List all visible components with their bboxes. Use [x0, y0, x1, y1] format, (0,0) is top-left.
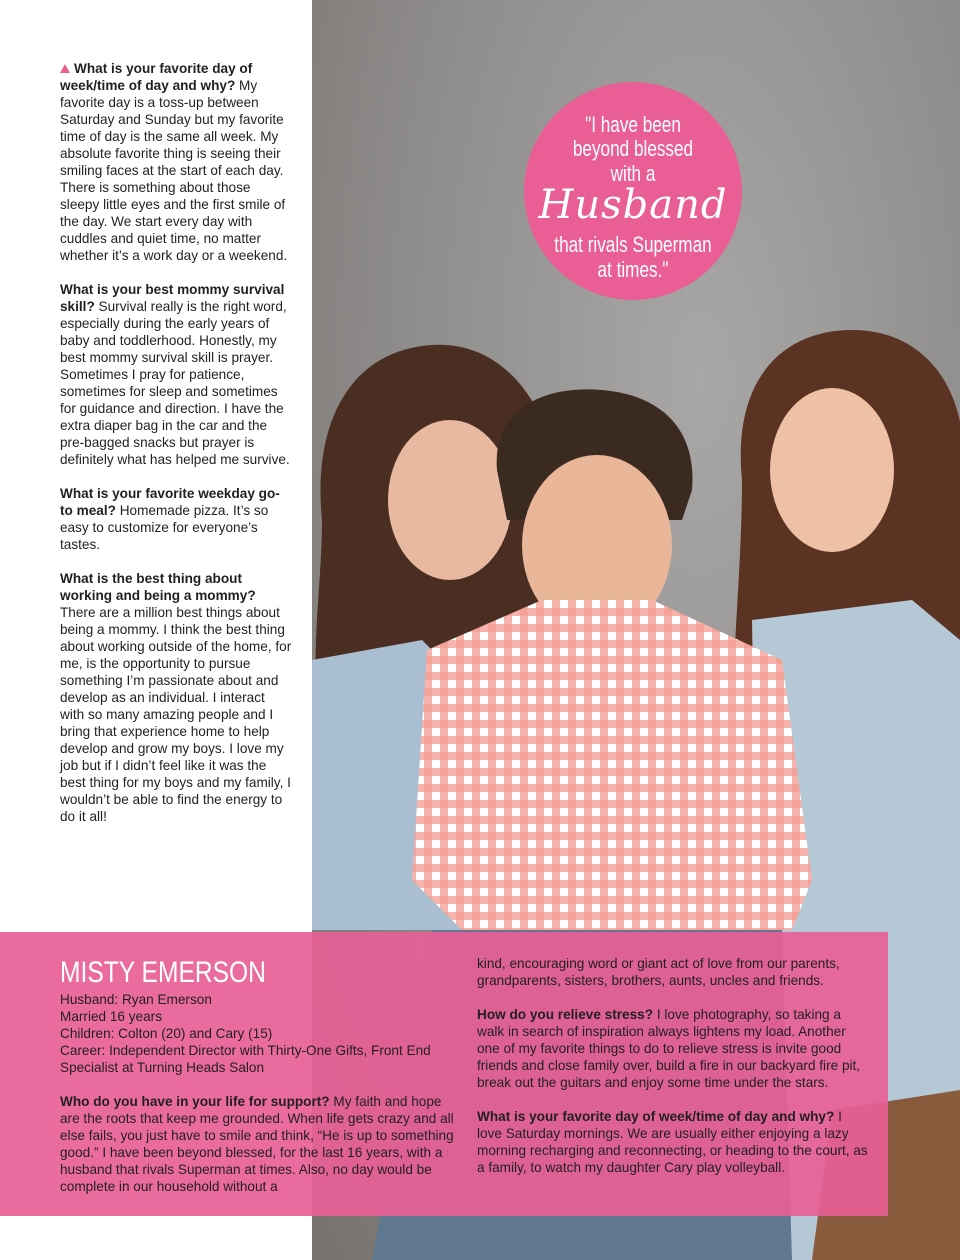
- answer-text: I love photography, so taking a walk in search of inspiration always lightens my load. Another one of my favorite things to do to relieve stress is invite good friends and close family over, build a fire in our backyard fire pit, break out the guitars and enjoy some time under the stars.: [477, 1007, 861, 1090]
- pull-quote-line-3: with a: [610, 161, 656, 186]
- question-text: What is the best thing about working and being a mommy?: [60, 571, 256, 603]
- question-text: What is your favorite day of week/time of day and why?: [60, 61, 253, 93]
- profile-married: Married 16 years: [60, 1009, 162, 1024]
- pull-quote-script-word: Husband: [538, 182, 728, 228]
- pull-quote-line-4: that rivals Superman: [554, 232, 712, 257]
- question-text: How do you relieve stress?: [477, 1007, 654, 1022]
- qa-survival-skill: [60, 281, 292, 468]
- daughter-face: [770, 388, 894, 552]
- qa-stress: [477, 1006, 869, 1091]
- triangle-marker-icon: [60, 64, 70, 73]
- profile-right-column: [477, 955, 869, 1176]
- qa-working-mommy: [60, 570, 292, 825]
- qa-favorite-day: [60, 60, 292, 264]
- question-text: What is your favorite day of week/time of day and why?: [477, 1109, 835, 1124]
- question-text: Who do you have in your life for support?: [60, 1094, 330, 1109]
- answer-text: Homemade pizza. It’s so easy to customize for everyone’s tastes.: [60, 503, 269, 552]
- qa-support: [60, 1093, 460, 1195]
- qa-weekday-meal: [60, 485, 292, 553]
- answer-text: There are a million best things about being a mommy. I think the best thing about working outside of the home, for me, is the opportunity to pursue something I’m passionate about and develop as an individual. I interact with so many amazing people and I bring that experience home to help develop and grow my boys. I love my job but if I didn’t feel like it was the best thing for my boys and my family, I wouldn’t be able to find the energy to do it all!: [60, 605, 292, 824]
- profile-husband: Husband: Ryan Emerson: [60, 992, 212, 1007]
- mother-face: [388, 420, 512, 580]
- profile-name: MISTY EMERSON: [60, 956, 266, 989]
- answer-text: Survival really is the right word, especially during the early years of baby and toddlerhood. Honestly, my best mommy survival skill is prayer. Sometimes I pray for patience, sometimes for sleep and sometimes for guidance and direction. I have the extra diaper bag in the car and the pre-bagged snacks but prayer is definitely what has helped me survive.: [60, 299, 290, 467]
- support-continuation: kind, encouraging word or giant act of love from our parents, grandparents, sisters, brothers, aunts, uncles and friends.: [477, 956, 840, 988]
- profile-career: Career: Independent Director with Thirty-One Gifts, Front End Specialist at Turning Heads Salon: [60, 1043, 431, 1075]
- qa-favorite-day-2: [477, 1108, 869, 1176]
- answer-text: My faith and hope are the roots that keep me grounded. When life gets crazy and all else fails, you just have to smile and think, “He is up to something good.” I have been beyond blessed, for the last 16 years, with a husband that rivals Superman at times. Also, no day would be complete in our household without a: [60, 1094, 454, 1194]
- question-text: What is your favorite weekday go-to meal?: [60, 486, 280, 518]
- son-shirt: [412, 600, 812, 930]
- profile-left-column: [60, 955, 460, 1195]
- pull-quote-line-2: beyond blessed: [572, 136, 694, 161]
- pull-quote-line-5: at times.": [597, 257, 669, 282]
- question-text: What is your best mommy survival skill?: [60, 282, 285, 314]
- answer-text: I love Saturday mornings. We are usually either enjoying a lazy morning recharging and reconnecting, or heading to the court, as a family, to watch my daughter Cary play volleyball.: [477, 1109, 868, 1175]
- pull-quote-circle: [524, 82, 742, 300]
- left-column: [60, 60, 292, 842]
- answer-text: My favorite day is a toss-up between Saturday and Sunday but my favorite time of day is the same all week. My absolute favorite thing is seeing their smiling faces at the start of each day. There is something about those sleepy little eyes and the first smile of the day. We start every day with cuddles and quiet time, no matter whether it’s a work day or a weekend.: [60, 78, 288, 263]
- profile-children: Children: Colton (20) and Cary (15): [60, 1026, 273, 1041]
- pull-quote-line-1: "I have been: [585, 112, 681, 137]
